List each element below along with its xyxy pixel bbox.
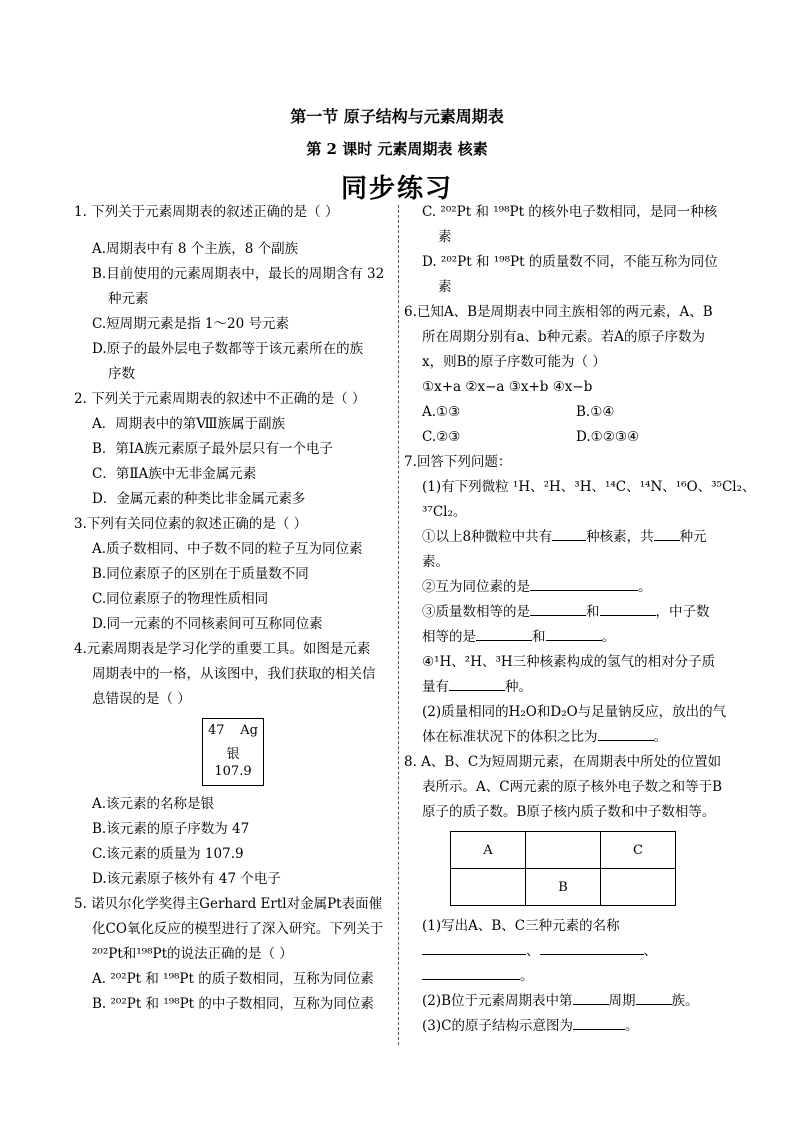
q7-sub4-text: 量有: [422, 679, 449, 695]
q3-stem: 3.下列有关同位素的叙述正确的是（ ）: [74, 516, 308, 532]
q3-option-b: B.同位素原子的区别在于质量数不同: [92, 566, 309, 582]
q4-stem-cont2: 息错误的是（ ）: [92, 691, 191, 707]
q1-stem: 1. 下列关于元素周期表的叙述正确的是（ ）: [74, 204, 339, 220]
element-cell-silver: [202, 718, 264, 786]
element-name: 银: [226, 747, 240, 762]
table-cell: [601, 869, 676, 906]
q7-sub2-text: ②互为同位素的是: [422, 579, 530, 595]
q8-stem-cont2: 原子的质子数。B原子核内质子数和中子数相等。: [422, 804, 716, 820]
exercise-heading: 同步练习: [340, 174, 453, 204]
q5-option-d: D. ²⁰²Pt 和 ¹⁹⁸Pt 的质量数不同，不能互称为同位: [422, 254, 718, 270]
q7-part1: (1)有下列微粒 ¹H、²H、³H、¹⁴C、¹⁴N、¹⁶O、³⁵Cl₂、: [422, 479, 756, 495]
q6-option-c: C.②③: [422, 429, 461, 445]
q5-option-c-cont: 素: [438, 229, 452, 245]
q7-sub3-text3: ，中子数: [655, 604, 710, 620]
q3-option-d: D.同一元素的不同核素间可互称同位素: [92, 616, 323, 632]
q7-part2: (2)质量相同的H₂O和D₂O与足量钠反应，放出的气: [422, 704, 727, 720]
q7-sub1-cont: 素。: [422, 554, 449, 570]
answer-blank[interactable]: [598, 726, 654, 741]
q8-stem-cont: 表所示。A、C两元素的原子核外电子数之和等于B: [422, 779, 722, 795]
q7-part2-text: 体在标准状况下的体积之比为: [422, 729, 598, 745]
q7-stem: 7.回答下列问题：: [404, 454, 512, 470]
answer-blank[interactable]: [654, 526, 680, 541]
q8-part3-end: 。: [624, 1018, 639, 1034]
q8-part3-text: (3)C的原子结构示意图为: [422, 1018, 573, 1034]
q6-expressions: ①x+a ②x−a ③x+b ④x−b: [422, 379, 593, 395]
q6-option-a: A.①③: [422, 404, 461, 420]
q5-stem: 5. 诺贝尔化学奖得主Gerhard Ertl对金属Pt表面催: [74, 896, 383, 912]
separator: 、: [526, 943, 540, 959]
q7-sub2: [404, 575, 734, 600]
q7-sub1-text: ①以上8种微粒中共有: [422, 529, 553, 545]
answer-blank[interactable]: [600, 601, 656, 616]
q2-option-a: A．周期表中的第Ⅷ族属于副族: [92, 416, 286, 432]
column-divider: [398, 205, 399, 1045]
q8-part3: [404, 1014, 734, 1039]
q7-sub3-text4: 相等的是: [422, 629, 476, 645]
q5-option-a: A. ²⁰²Pt 和 ¹⁹⁸Pt 的质子数相同，互称为同位素: [92, 971, 374, 987]
q1-option-b-cont: 种元素: [108, 291, 149, 307]
q8-part1-blanks: [404, 939, 734, 964]
q7-sub3-text6: 。: [601, 629, 615, 645]
right-column: [404, 200, 756, 1039]
table-cell: C: [601, 832, 676, 869]
atomic-mass: 107.9: [214, 764, 252, 779]
q8-part2: [404, 989, 734, 1014]
period-mark: 。: [520, 968, 534, 984]
q3-option-a: A.质子数相同、中子数不同的粒子互为同位素: [92, 541, 363, 557]
q7-sub1-text2: 种核素，共: [586, 529, 654, 545]
q4-option-b: B.该元素的原子序数为 47: [92, 821, 250, 837]
table-cell: [451, 869, 526, 906]
q4-option-d: D.该元素原子核外有 47 个电子: [92, 871, 281, 887]
q7-sub3-cont: [404, 625, 734, 650]
answer-blank[interactable]: [422, 940, 526, 955]
table-cell: A: [451, 832, 526, 869]
q6-stem-cont: 所在周期分别有a、b种元素。若A的原子序数为: [422, 329, 705, 345]
q5-stem-cont2: ²⁰²Pt和¹⁹⁸Pt的说法正确的是（ ）: [92, 946, 293, 962]
q6-options-row1: [404, 400, 734, 425]
q5-option-b: B. ²⁰²Pt 和 ¹⁹⁸Pt 的中子数相同，互称为同位素: [92, 996, 374, 1012]
q2-option-d: D．金属元素的种类比非金属元素多: [92, 491, 306, 507]
answer-blank[interactable]: [530, 576, 638, 591]
answer-blank[interactable]: [573, 1015, 625, 1030]
q6-stem-cont2: x，则B的原子序数可能为（ ）: [422, 354, 606, 370]
q7-sub3-text2: 和: [586, 604, 600, 620]
q1-option-d-cont: 序数: [108, 366, 135, 382]
q1-option-b: B.目前使用的元素周期表中，最长的周期含有 32: [92, 266, 385, 282]
q1-option-c: C.短周期元素是指 1～20 号元素: [92, 316, 289, 332]
q8-stem: 8. A、B、C为短周期元素，在周期表中所处的位置如: [404, 754, 722, 770]
table-cell: B: [526, 869, 601, 906]
q4-option-c: C.该元素的质量为 107.9: [92, 846, 244, 862]
q6-stem: 6.已知A、B是周期表中同主族相邻的两元素，A、B: [404, 304, 713, 320]
q2-stem: 2. 下列关于元素周期表的叙述中不正确的是（ ）: [74, 391, 366, 407]
section-title: 第一节 原子结构与元素周期表: [290, 107, 504, 126]
q7-sub2-end: 。: [638, 579, 652, 595]
q4-option-a: A.该元素的名称是银: [92, 796, 215, 812]
q4-stem-cont: 周期表中的一格，从该图中，我们获取的相关信: [92, 666, 376, 682]
lesson-subtitle: 第 2 课时 元素周期表 核素: [306, 140, 488, 158]
q7-part1-cont: ³⁷Cl₂。: [422, 504, 467, 520]
left-column: [74, 200, 390, 1017]
answer-blank[interactable]: [636, 990, 672, 1005]
answer-blank[interactable]: [540, 940, 644, 955]
q7-sub3-text5: 和: [532, 629, 546, 645]
q7-sub3-text: ③质量数相等的是: [422, 604, 530, 620]
q2-option-c: C．第ⅡA族中无非金属元素: [92, 466, 257, 482]
atomic-number: 47: [208, 723, 225, 738]
q8-part2-text2: 周期: [608, 993, 636, 1009]
q6-option-d: D.①②③④: [576, 429, 640, 445]
q7-part2-end: 。: [653, 729, 667, 745]
q1-option-a: A.周期表中有 8 个主族，8 个副族: [92, 241, 299, 257]
q7-sub3: [404, 600, 734, 625]
q8-part2-text3: 族。: [671, 993, 699, 1009]
q7-sub1-text3: 种元: [679, 529, 707, 545]
q5-stem-cont: 化CO氧化反应的模型进行了深入研究。下列关于: [92, 921, 384, 937]
q5-option-d-cont: 素: [438, 279, 452, 295]
q7-sub1: [404, 525, 734, 550]
answer-blank[interactable]: [530, 601, 586, 616]
answer-blank[interactable]: [476, 626, 532, 641]
table-row: [451, 832, 676, 869]
table-cell: [526, 832, 601, 869]
q3-option-c: C.同位素原子的物理性质相同: [92, 591, 269, 607]
q6-options-row2: [404, 425, 734, 450]
q6-option-b: B.①④: [576, 404, 615, 420]
q2-option-b: B．第ⅠA族元素原子最外层只有一个电子: [92, 441, 334, 457]
q8-part1: (1)写出A、B、C三种元素的名称: [422, 918, 620, 934]
q7-sub4-text2: 种。: [505, 679, 532, 695]
q7-sub4-cont: [404, 675, 734, 700]
q8-part1-blanks2: [404, 964, 734, 989]
q7-part2-cont: [404, 725, 734, 750]
q7-sub4: ④¹H、²H、³H三种核素构成的氢气的相对分子质: [422, 654, 716, 670]
answer-blank[interactable]: [546, 626, 602, 641]
periodic-position-table: [450, 831, 676, 906]
q8-part2-text: (2)B位于元素周期表中第: [422, 993, 573, 1009]
answer-blank[interactable]: [422, 965, 520, 980]
q5-option-c: C. ²⁰²Pt 和 ¹⁹⁸Pt 的核外电子数相同，是同一种核: [422, 204, 718, 220]
answer-blank[interactable]: [449, 676, 505, 691]
separator: 、: [643, 943, 657, 959]
table-row: [451, 869, 676, 906]
element-symbol: Ag: [240, 723, 258, 738]
q1-option-d: D.原子的最外层电子数都等于该元素所在的族: [92, 341, 364, 357]
q4-stem: 4.元素周期表是学习化学的重要工具。如图是元素: [74, 641, 371, 657]
answer-blank[interactable]: [573, 990, 609, 1005]
answer-blank[interactable]: [552, 526, 586, 541]
